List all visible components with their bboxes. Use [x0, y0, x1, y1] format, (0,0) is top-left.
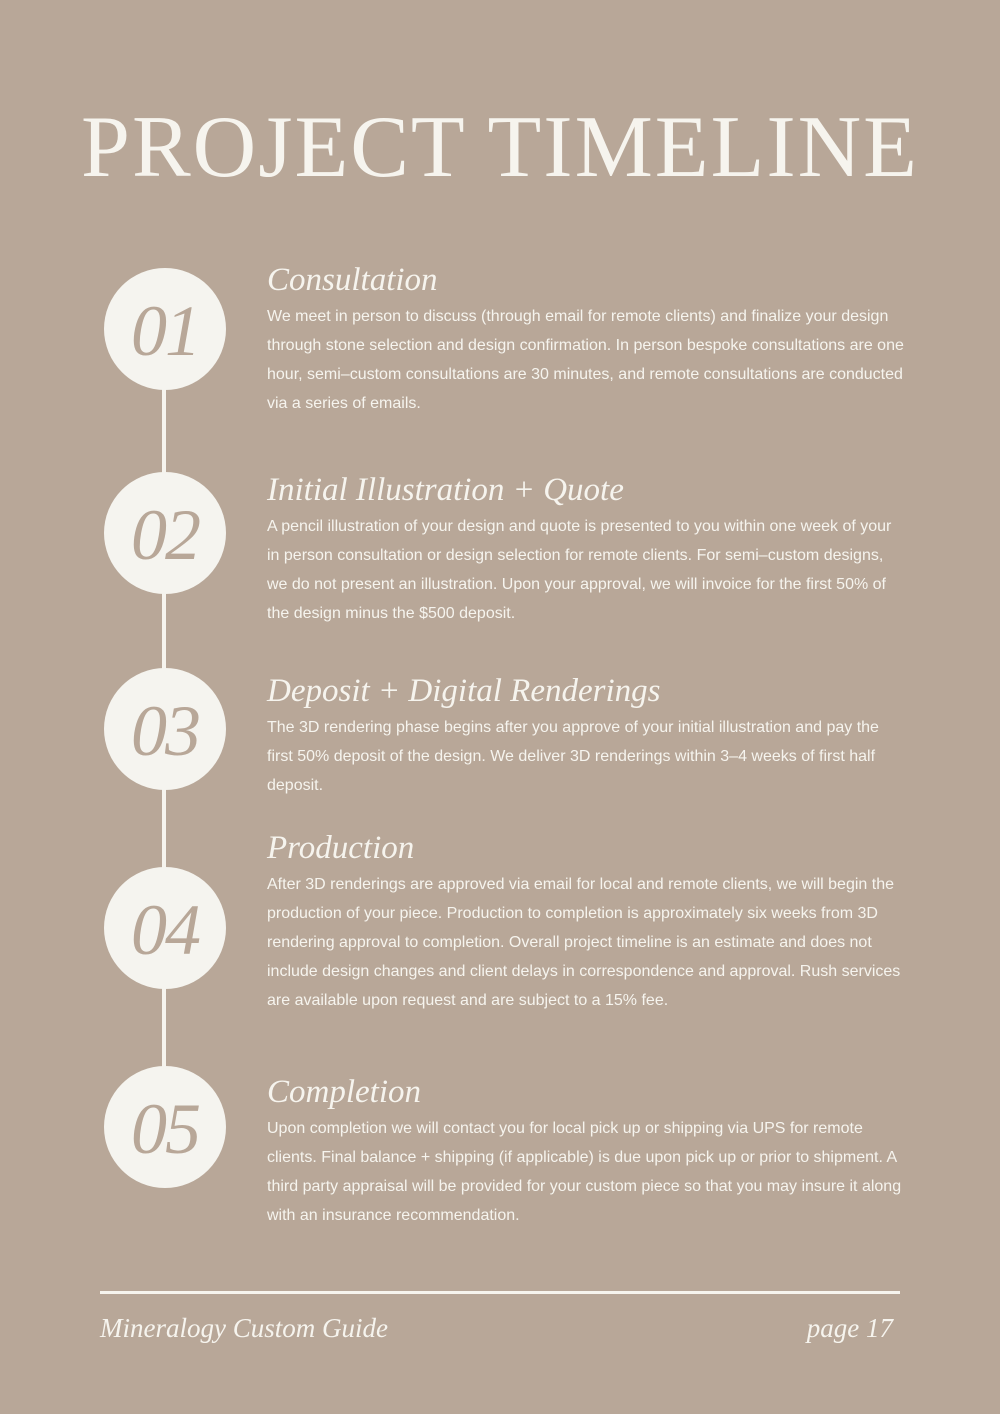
step-3-number-badge	[104, 668, 226, 790]
step-2-number-badge	[104, 472, 226, 594]
step-2-heading: Initial Illustration + Quote	[267, 472, 624, 508]
step-4-section	[267, 828, 907, 1015]
step-1-section	[267, 260, 907, 418]
step-1-number-badge	[104, 268, 226, 390]
step-3-description: The 3D rendering phase begins after you approve of your initial illustration and pay the first 50% deposit of the design. We deliver 3D renderings within 3–4 weeks of first half deposit.	[267, 719, 879, 794]
step-2-description: A pencil illustration of your design and quote is presented to you within one week of your in person consultation or design selection for remote clients. For semi–custom designs, we do not present an illustration. Upon your approval, we will invoice for the first 50% of the design minus the $500 deposit.	[267, 518, 892, 622]
step-5-number: 05	[131, 1089, 199, 1169]
step-2-section	[267, 470, 907, 628]
footer-divider	[100, 1291, 900, 1294]
step-4-description: After 3D renderings are approved via email for local and remote clients, we will begin the production of your piece. Production to completion is approximately six weeks from 3D rendering approval to completion. Overall project timeline is an estimate and does not include design changes and client delays in correspondence and approval. Rush services are available upon request and are subject to a 15% fee.	[267, 876, 901, 1009]
step-5-section	[267, 1072, 907, 1230]
footer-page-number: page 17	[806, 1313, 893, 1343]
step-3-section	[267, 671, 907, 800]
step-1-number: 01	[131, 291, 199, 371]
step-3-number: 03	[131, 691, 199, 771]
step-5-number-badge	[104, 1066, 226, 1188]
step-2-number: 02	[131, 495, 199, 575]
step-5-description: Upon completion we will contact you for local pick up or shipping via UPS for remote clients. Final balance + shipping (if applicable) is due upon pick up or prior to shipment. A third party appraisal will be provided for your custom piece so that you may insure it along with an insurance recommendation.	[267, 1120, 902, 1224]
step-4-number: 04	[131, 890, 199, 970]
step-1-description: We meet in person to discuss (through email for remote clients) and finalize your design through stone selection and design confirmation. In person bespoke consultations are one hour, semi–custom consultations are 30 minutes, and remote consultations are conducted via a series of emails.	[267, 308, 904, 412]
step-4-number-badge	[104, 867, 226, 989]
page-title: PROJECT TIMELINE	[81, 99, 919, 196]
step-4-heading: Production	[267, 830, 415, 866]
step-5-heading: Completion	[267, 1074, 421, 1110]
step-3-heading: Deposit + Digital Renderings	[267, 673, 661, 709]
footer-guide-name: Mineralogy Custom Guide	[100, 1313, 388, 1343]
step-1-heading: Consultation	[267, 262, 438, 298]
